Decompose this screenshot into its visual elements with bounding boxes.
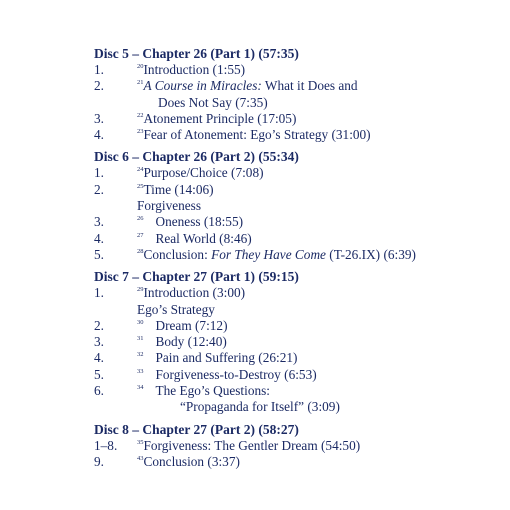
entry-text: The Ego’s Questions: [155,383,270,399]
disc-heading: Disc 6 – Chapter 26 (Part 2) (55:34) [94,149,299,165]
toc-entry [94,127,494,143]
entry-text: Atonement Principle (17:05) [143,110,297,126]
entry-text: Body (12:40) [155,334,227,350]
entry-text: Purpose/Choice (7:08) [143,165,264,181]
entry-text: Fear of Atonement: Ego’s Strategy (31:00) [143,127,371,143]
footnote-marker: 26 [137,215,144,223]
toc-entry [94,247,494,263]
entry-number: 3. [94,334,104,350]
footnote-marker: 23 [137,128,144,136]
disc-heading: Disc 7 – Chapter 27 (Part 1) (59:15) [94,269,299,285]
entry-text: Introduction (1:55) [143,62,246,77]
entry-title-italic: For They Have Come [211,246,326,262]
footnote-marker: 29 [137,286,144,294]
entry-number: 3. [94,110,104,126]
footnote-marker: 28 [137,247,144,255]
disc-section [94,422,494,471]
disc-section [94,46,494,143]
entry-text: Conclusion (3:37) [143,453,240,469]
toc-entry [94,182,494,198]
entry-text: Time (14:06) [143,181,214,197]
entry-text: What it Does and [261,78,358,94]
entry-number: 4. [94,230,104,246]
entry-number: 2. [94,78,104,94]
toc-entry [94,334,494,350]
footnote-marker: 34 [137,384,144,392]
footnote-marker: 27 [137,231,144,239]
entry-text: Does Not Say (7:35) [158,94,268,110]
entry-number: 5. [94,366,104,382]
footnote-marker: 20 [137,63,144,70]
entry-number: 9. [94,453,104,469]
entry-text-tail: (T-26.IX) (6:39) [325,246,416,262]
entry-text: Oneness (18:55) [155,214,244,230]
entry-continuation [94,95,494,111]
toc-entry [94,350,494,366]
footnote-marker: 32 [137,351,144,359]
footnote-marker: 33 [137,367,144,375]
entry-number: 4. [94,127,104,143]
footnote-marker: 21 [137,79,144,87]
entry-text: Conclusion: [143,246,212,262]
entry-text: Dream (7:12) [155,317,228,333]
table-of-contents [94,46,494,476]
entry-number: 1–8. [94,437,118,453]
entry-title-italic: A Course in Miracles: [143,78,262,94]
toc-entry [94,318,494,334]
entry-number: 3. [94,214,104,230]
disc-section [94,149,494,263]
entry-number: 2. [94,317,104,333]
disc-section [94,269,494,415]
group-label-text: Ego’s Strategy [137,301,215,317]
toc-entry [94,454,494,470]
toc-entry [94,367,494,383]
entry-number: 5. [94,246,104,262]
toc-entry [94,62,494,78]
entry-number: 4. [94,350,104,366]
footnote-marker: 24 [137,166,144,174]
entry-number: 6. [94,383,104,399]
toc-entry [94,231,494,247]
group-label [94,198,494,214]
toc-entry [94,285,494,301]
entry-number: 2. [94,181,104,197]
footnote-marker: 25 [137,182,144,190]
toc-entry [94,438,494,454]
disc-heading: Disc 8 – Chapter 27 (Part 2) (58:27) [94,421,299,437]
entry-text: Real World (8:46) [155,230,252,246]
entry-text: Pain and Suffering (26:21) [155,350,298,366]
footnote-marker: 31 [137,335,144,343]
entry-continuation [94,399,494,415]
toc-entry [94,111,494,127]
entry-text: Forgiveness-to-Destroy (6:53) [155,366,317,382]
entry-number: 1. [94,62,104,77]
toc-entry [94,165,494,181]
toc-entry [94,78,494,94]
toc-entry [94,214,494,230]
footnote-marker: 22 [137,111,144,119]
group-label-text: Forgiveness [137,198,202,214]
entry-text: Introduction (3:00) [143,285,246,301]
entry-text: Forgiveness: The Gentler Dream (54:50) [143,437,361,453]
entry-number: 1. [94,165,104,181]
footnote-marker: 43 [137,454,144,462]
footnote-marker: 30 [137,318,144,326]
toc-entry [94,383,494,399]
entry-number: 1. [94,285,104,301]
group-label [94,302,494,318]
disc-heading: Disc 5 – Chapter 26 (Part 1) (57:35) [94,46,299,61]
entry-text: “Propaganda for Itself” (3:09) [180,399,340,415]
footnote-marker: 35 [137,438,144,446]
